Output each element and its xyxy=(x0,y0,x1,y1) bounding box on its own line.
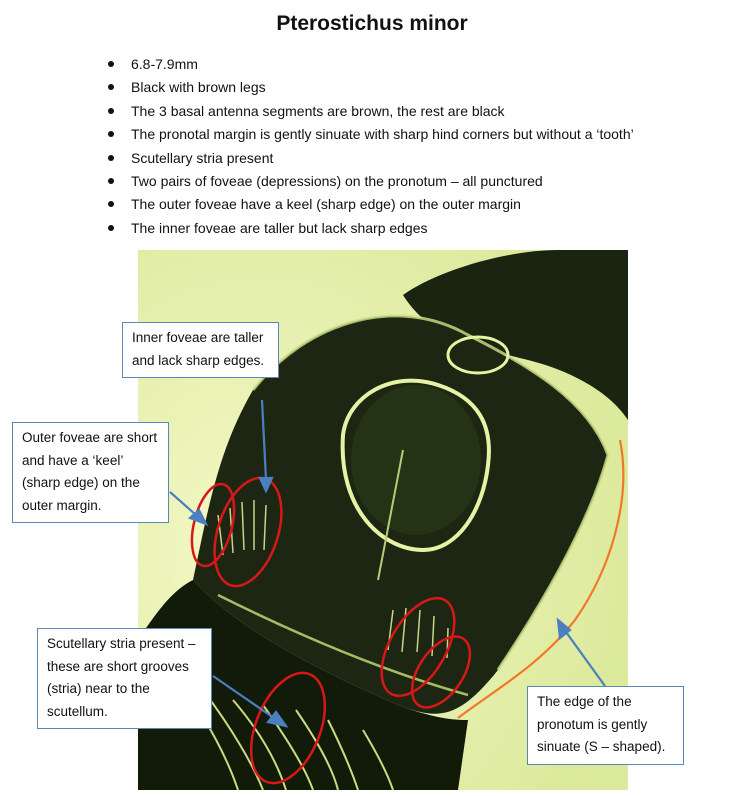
bullet-scutellary-stria: Scutellary stria present xyxy=(108,147,634,170)
bullet-foveae-pairs: Two pairs of foveae (depressions) on the pronotum – all punctured xyxy=(108,170,634,193)
pronotum-disc-glow xyxy=(351,385,481,535)
bullet-outer-foveae: The outer foveae have a keel (sharp edge) on the outer margin xyxy=(108,193,634,216)
callout-pronotum-edge: The edge of the pronotum is gently sinuate (S – shaped). xyxy=(527,686,684,765)
bullet-inner-foveae: The inner foveae are taller but lack sharp edges xyxy=(108,217,634,240)
bullet-colour: Black with brown legs xyxy=(108,76,634,99)
callout-inner-foveae: Inner foveae are taller and lack sharp edges. xyxy=(122,322,279,378)
bullet-size: 6.8-7.9mm xyxy=(108,53,634,76)
callout-scutellary-stria: Scutellary stria present – these are short grooves (stria) near to the scutellum. xyxy=(37,628,212,729)
feature-list xyxy=(108,53,634,240)
page-title: Pterostichus minor xyxy=(276,12,468,35)
bullet-pronotal-margin: The pronotal margin is gently sinuate with sharp hind corners but without a ‘tooth’ xyxy=(108,123,634,146)
callout-outer-foveae: Outer foveae are short and have a ‘keel’ (sharp edge) on the outer margin. xyxy=(12,422,169,523)
bullet-antenna: The 3 basal antenna segments are brown, the rest are black xyxy=(108,100,634,123)
